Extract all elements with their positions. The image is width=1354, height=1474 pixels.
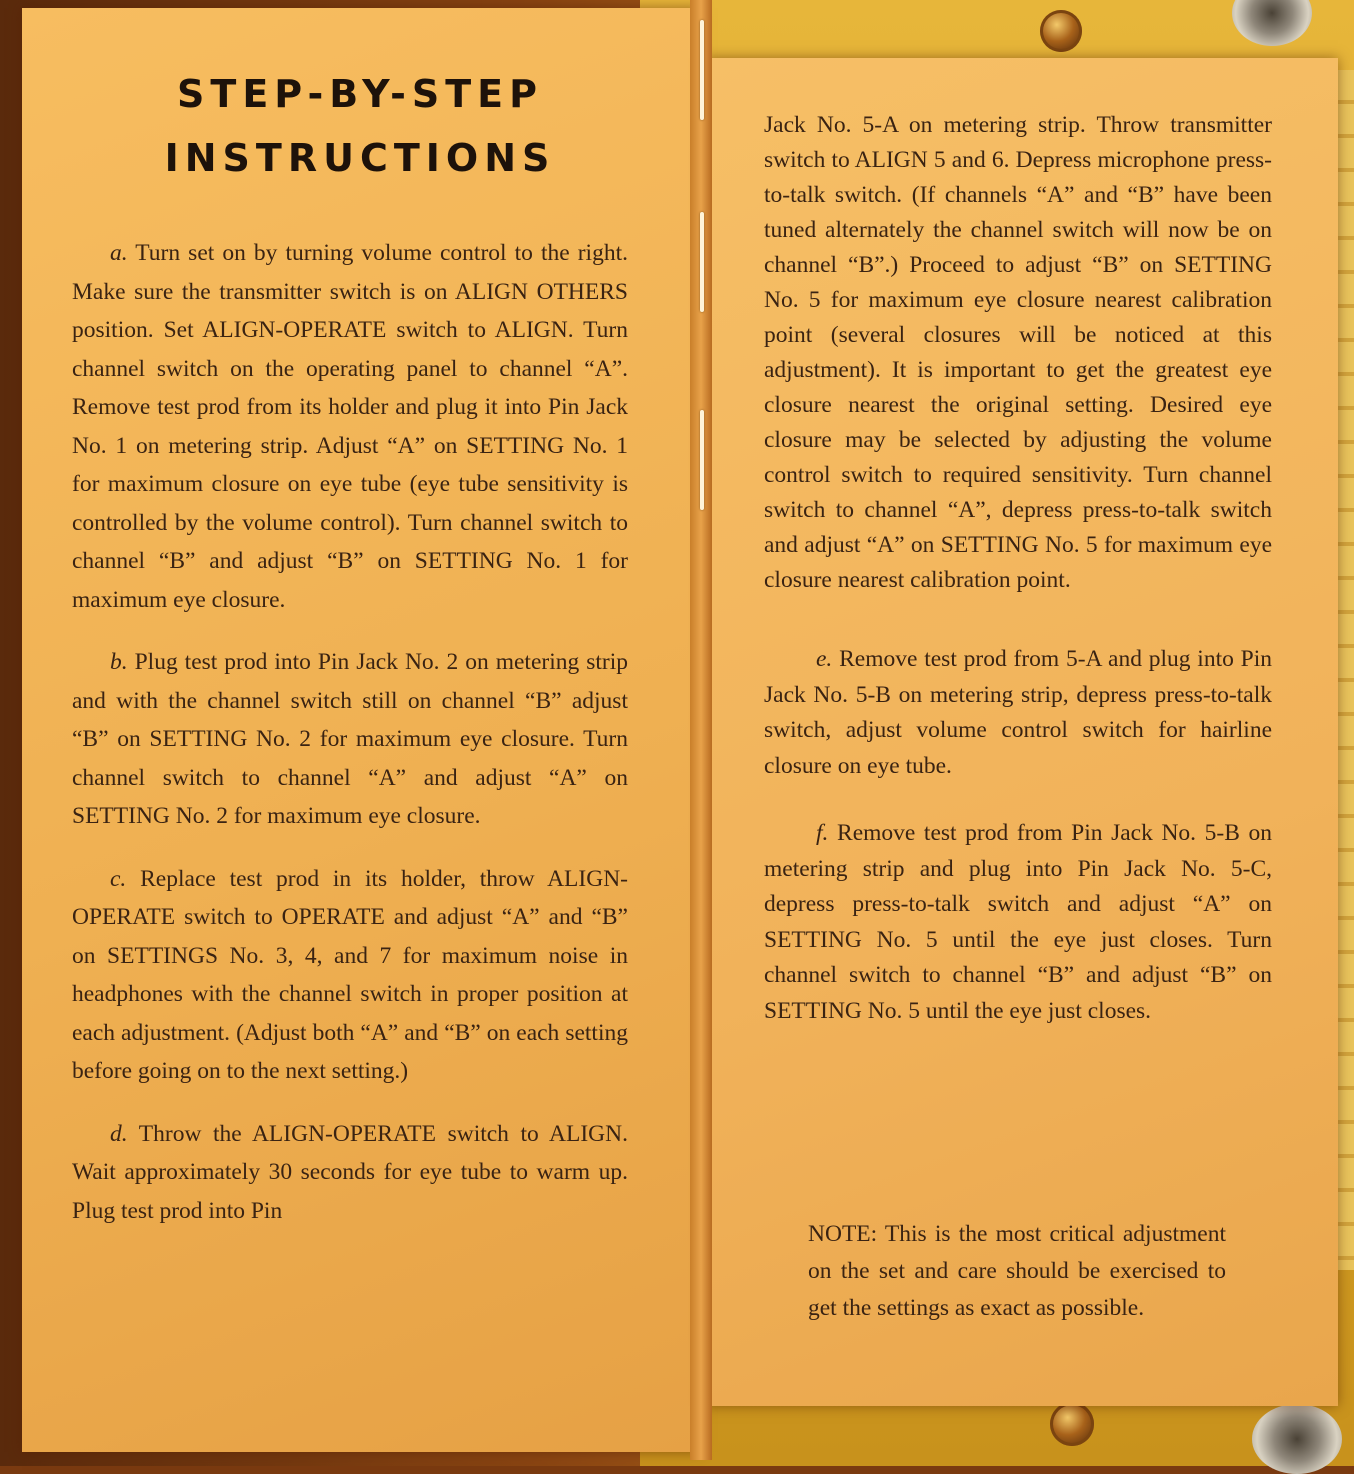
step-text: Turn set on by turning volume control to the right. Make sure the transmitter switch is on ALIGN OTHERS position. Set ALIGN-OPERATE switch to ALIGN. Turn channel switch on the operating panel to channel “A”. Remove test prod from its holder and plug it into Pin Jack No. 1 on metering strip. Adjust “A” on SETTING No. 1 for maximum closure on eye tube (eye tube sensitivity is controlled by the volume control). Turn channel switch to channel “B” and adjust “B” on SETTING No. 1 for maximum eye closure.	[72, 240, 628, 613]
step-label: e.	[816, 646, 833, 672]
step-label: f.	[816, 820, 829, 846]
step-d	[72, 1115, 628, 1231]
step-label: b.	[110, 649, 128, 675]
title-line: INSTRUCTIONS	[164, 136, 556, 180]
step-text: Throw the ALIGN-OPERATE switch to ALIGN. Wait approximately 30 seconds for eye tube to warm up. Plug test prod into Pin	[72, 1120, 628, 1224]
step-e	[764, 642, 1272, 784]
step-b	[72, 643, 628, 836]
step-label: d.	[110, 1120, 128, 1147]
rivet-bottom	[1050, 1402, 1094, 1446]
step-label: a.	[110, 240, 128, 266]
step-text: Remove test prod from 5-A and plug into Pin Jack No. 5-B on metering strip, depress press-to-talk switch, adjust volume control switch for hairline closure on eye tube.	[764, 646, 1272, 779]
title-line: STEP-BY-STEP	[177, 72, 543, 116]
right-column	[764, 108, 1272, 1029]
step-d-continued: Jack No. 5-A on metering strip. Throw transmitter switch to ALIGN 5 and 6. Depress microphone press-to-talk switch. (If channels “A” and “B” have been tuned alternately the channel switch will now be on channel “B”.) Proceed to adjust “B” on SETTING No. 5 for maximum eye closure nearest calibration point (several closures will be noticed at this adjustment). It is important to get the greatest eye closure nearest the original setting. Desired eye closure may be selected by adjusting the volume control switch to required sensitivity. Turn channel switch to channel “A”, depress press-to-talk switch and adjust “A” on SETTING No. 5 for maximum eye closure nearest calibration point.	[764, 112, 1272, 593]
step-a	[72, 234, 628, 619]
step-f	[764, 816, 1272, 1029]
page-title	[80, 62, 640, 190]
step-c	[72, 860, 628, 1091]
staple	[700, 410, 704, 510]
step-text: Plug test prod into Pin Jack No. 2 on metering strip and with the channel switch still on channel “B” adjust “B” on SETTING No. 2 for maximum eye closure. Turn channel switch to channel “A” and adjust “A” on SETTING No. 2 for maximum eye closure.	[72, 649, 629, 829]
step-text: Remove test prod from Pin Jack No. 5-B on metering strip and plug into Pin Jack No. 5-C, depress press-to-talk switch and adjust “A” on SETTING No. 5 until the eye just closes. Turn channel switch to channel “B” and adjust “B” on SETTING No. 5 until the eye just closes.	[764, 820, 1273, 1024]
dial-knob-bottom	[1252, 1404, 1342, 1474]
rivet-top	[1040, 10, 1082, 52]
step-text: Replace test prod in its holder, throw ALIGN-OPERATE switch to OPERATE and adjust “A” and “B” on SETTINGS No. 3, 4, and 7 for maximum noise in headphones with the channel switch in proper position at each adjustment. (Adjust both “A” and “B” on each setting before going on to the next setting.)	[72, 865, 629, 1084]
staple	[700, 212, 704, 312]
note-text: NOTE: This is the most critical adjustment on the set and care should be exercised to get the settings as exact as possible.	[808, 1220, 1226, 1321]
staple	[700, 20, 704, 120]
left-column	[72, 234, 628, 1230]
step-label: c.	[110, 865, 127, 892]
